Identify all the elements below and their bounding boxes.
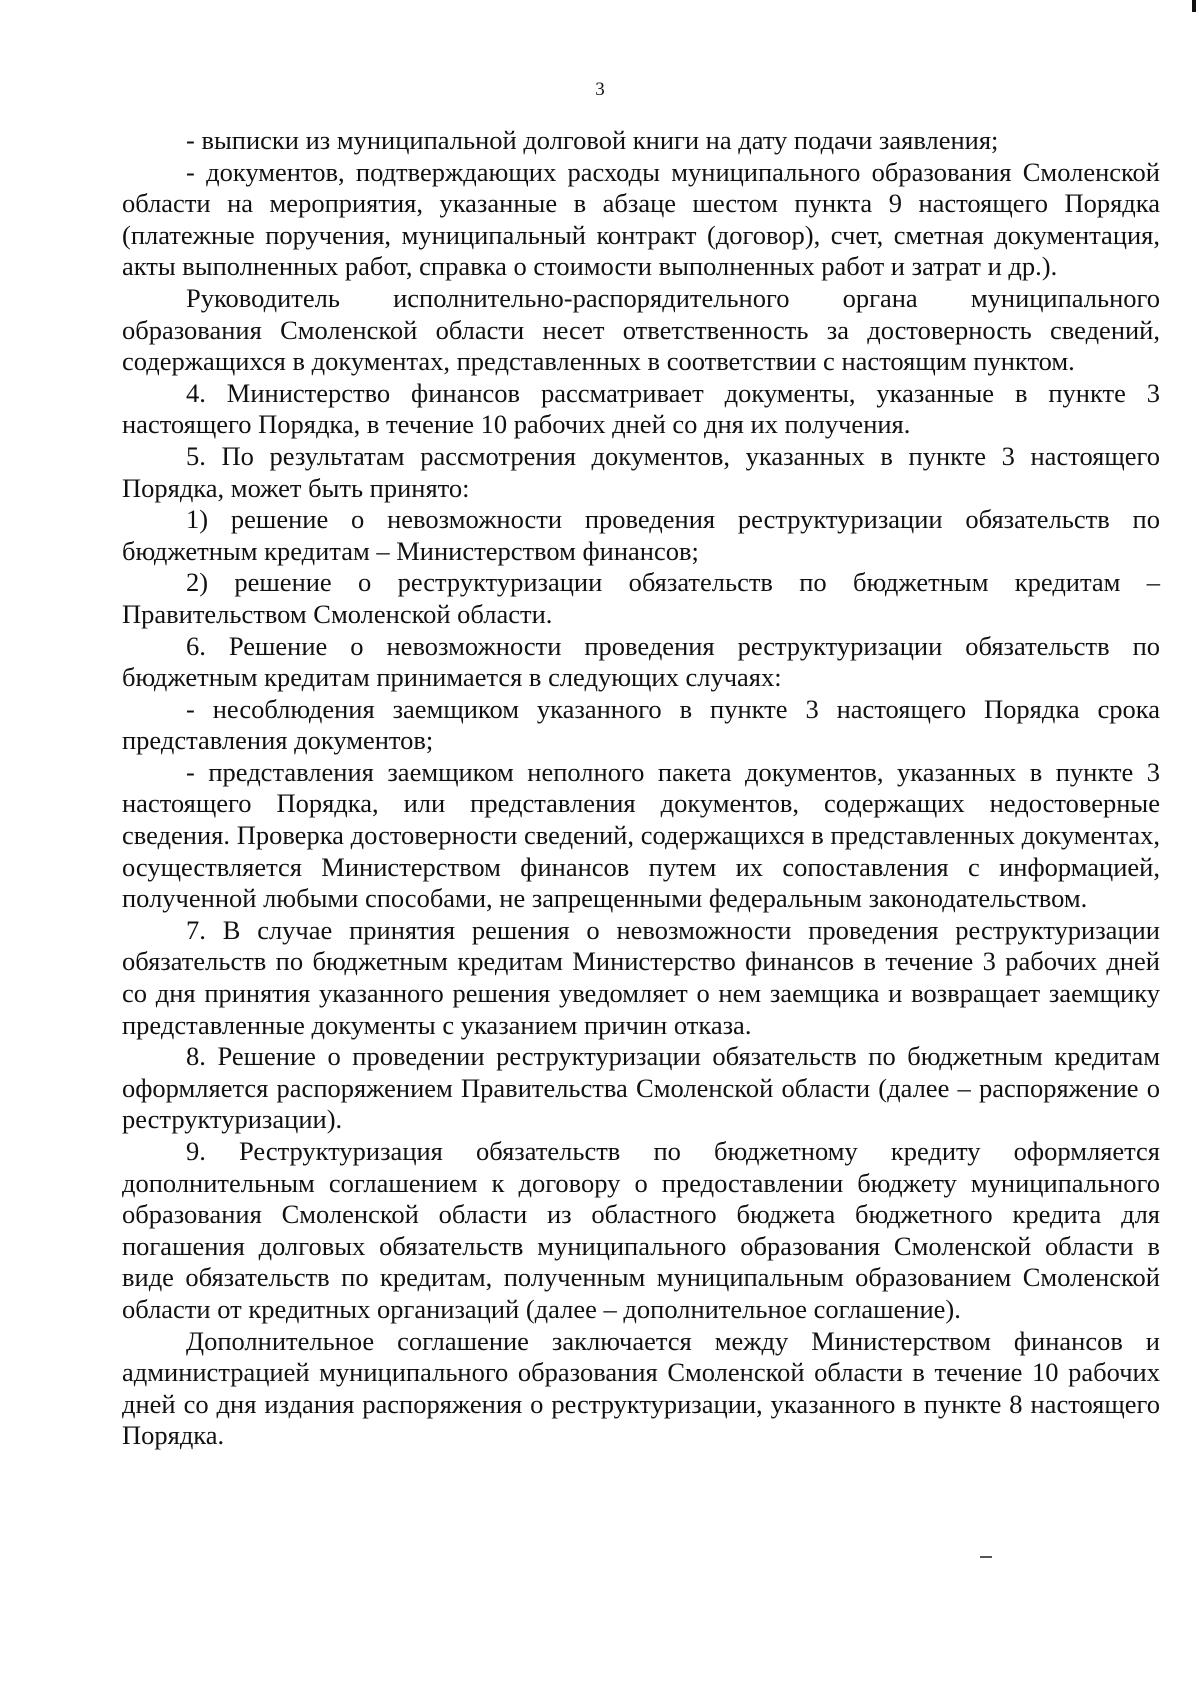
paragraph: 7. В случае принятия решения о невозможности проведения реструктуризации обязательств по бюджетным кредитам Министерство финансов в течение 3 рабочих дней со дня принятия указанного решения уведомляет о нем заемщика и возвращает заемщику представленные документы с указанием причин отказа.: [122, 914, 1160, 1040]
paragraph: 5. По результатам рассмотрения документов, указанных в пункте 3 настоящего Порядка, может быть принято:: [122, 440, 1160, 503]
scan-mark: [980, 1556, 992, 1558]
page-number: 3: [595, 79, 605, 100]
paragraph: - выписки из муниципальной долговой книги на дату подачи заявления;: [186, 125, 999, 155]
paragraph: 2) решение о реструктуризации обязательств по бюджетным кредитам – Правительством Смоленской области.: [122, 567, 1160, 629]
document-body: [122, 125, 1160, 1452]
paragraph: Руководитель исполнительно-распорядительного органа муниципального образования Смоленской области несет ответственность за достоверность сведений, содержащихся в документах, представленных в соответствии с настоящим пунктом.: [122, 282, 1160, 377]
paragraph: 6. Решение о невозможности проведения реструктуризации обязательств по бюджетным кредитам принимается в следующих случаях:: [122, 630, 1160, 693]
paragraph: - несоблюдения заемщиком указанного в пункте 3 настоящего Порядка срока представления документов;: [122, 693, 1160, 756]
paragraph: 1) решение о невозможности проведения реструктуризации обязательств по бюджетным кредитам – Министерством финансов;: [122, 504, 1160, 566]
paragraph: 9. Реструктуризация обязательств по бюджетному кредиту оформляется дополнительным соглашением к договору о предоставлении бюджету муниципального образования Смоленской области из областного бюджета бюджетного кредита для погашения долговых обязательств муниципального образования Смоленской области в виде обязательств по кредитам, полученным муниципальным образованием Смоленской области от кредитных организаций (далее – дополнительное соглашение).: [122, 1136, 1160, 1324]
paragraph: 4. Министерство финансов рассматривает документы, указанные в пункте 3 настоящего Порядка, в течение 10 рабочих дней со дня их получения.: [122, 377, 1160, 440]
paragraph: - представления заемщиком неполного пакета документов, указанных в пункте 3 настоящего Порядка, или представления документов, содержащих недостоверные сведения. Проверка достоверности сведений, содержащихся в представленных документах, осуществляется Министерством финансов путем их сопоставления с информацией, полученной любыми способами, не запрещенными федеральным законодательством.: [122, 756, 1160, 914]
paragraph: Дополнительное соглашение заключается между Министерством финансов и администрацией муниципального образования Смоленской области в течение 10 рабочих дней со дня издания распоряжения о реструктуризации, указанного в пункте 8 настоящего Порядка.: [122, 1325, 1160, 1451]
paragraph: 8. Решение о проведении реструктуризации обязательств по бюджетным кредитам оформляется распоряжением Правительства Смоленской области (далее – распоряжение о реструктуризации).: [122, 1041, 1160, 1135]
scan-mark: [1192, 0, 1196, 12]
paragraph: - документов, подтверждающих расходы муниципального образования Смоленской области на мероприятия, указанные в абзаце шестом пункта 9 настоящего Порядка (платежные поручения, муниципальный контракт (договор), счет, сметная документация, акты выполненных работ, справка о стоимости выполненных работ и затрат и др.).: [122, 156, 1160, 282]
